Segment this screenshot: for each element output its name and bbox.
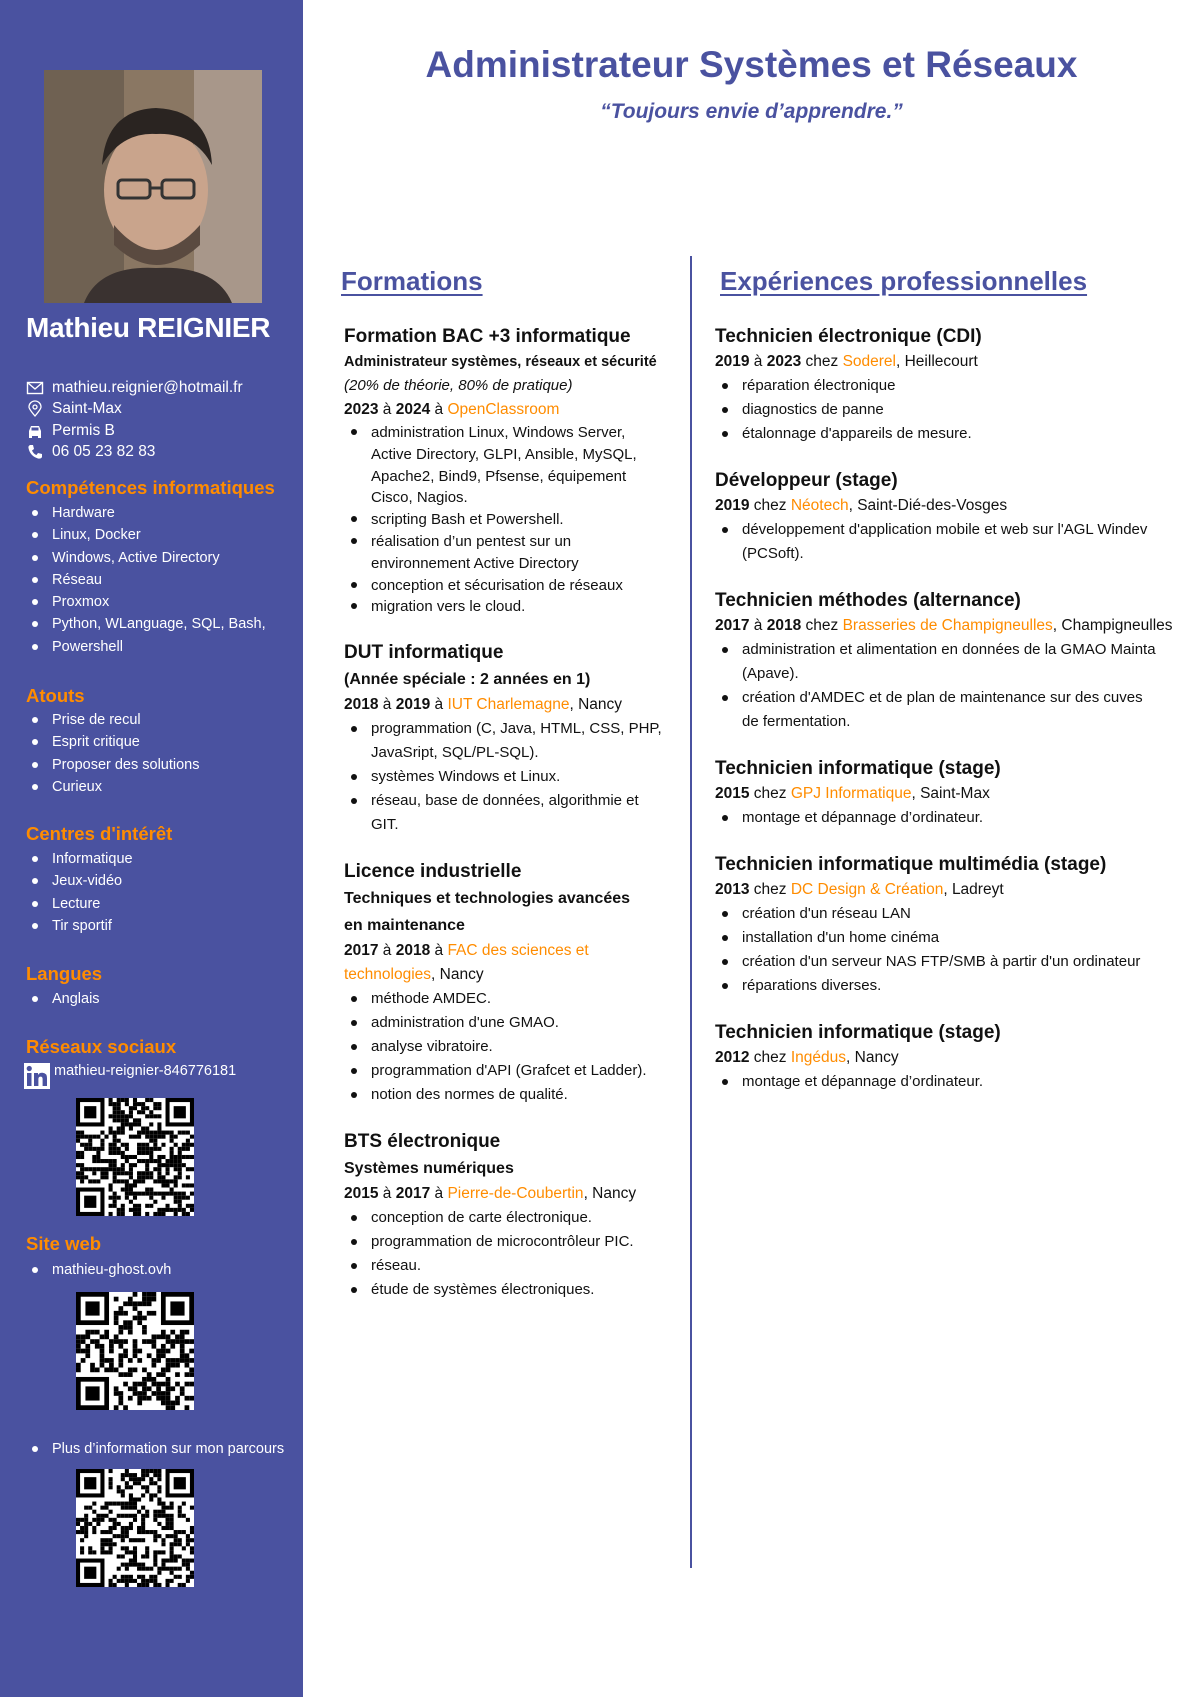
list-item: réseau, base de données, algorithmie et GIT. <box>344 789 684 837</box>
entry-subtitle: (Année spéciale : 2 années en 1) <box>344 671 591 689</box>
entry-dates: 2015 à 2017 à Pierre-de-Coubertin, Nancy <box>344 1185 637 1203</box>
experiences-column <box>715 324 1195 1116</box>
entry-bullets <box>715 374 1195 446</box>
company-link[interactable]: Néotech <box>790 497 849 514</box>
experience-entry <box>715 324 1195 446</box>
school-link[interactable]: technologies <box>344 966 432 984</box>
list-item: installation d'un home cinéma <box>715 926 1195 950</box>
list-item: scripting Bash et Powershell. <box>344 509 684 531</box>
location-text: Saint-Max <box>52 400 122 418</box>
entry-title: Licence industrielle <box>344 861 522 883</box>
column-divider <box>690 256 692 1568</box>
entry-bullets <box>344 987 684 1107</box>
email-row[interactable] <box>26 377 243 399</box>
social-heading: Réseaux sociaux <box>26 1036 177 1057</box>
list-item: programmation d'API (Grafcet et Ladder). <box>344 1059 684 1083</box>
experience-entry <box>715 852 1195 998</box>
list-item: programmation de microcontrôleur PIC. <box>344 1230 684 1254</box>
entry-title: Technicien informatique multimédia (stage) <box>715 854 1107 875</box>
formation-entry <box>344 1129 684 1302</box>
entry-bullets <box>344 717 684 837</box>
company-link[interactable]: GPJ Informatique <box>790 785 912 802</box>
person-name: Mathieu REIGNIER <box>26 312 271 343</box>
entry-title: DUT informatique <box>344 642 504 664</box>
experience-entry <box>715 1020 1195 1094</box>
list-item: réparation électronique <box>715 374 1195 398</box>
more-info-list <box>26 1438 284 1460</box>
license-text: Permis B <box>52 421 115 439</box>
entry-dates: 2023 à 2024 à OpenClassroom <box>344 401 560 418</box>
list-item: Windows, Active Directory <box>26 547 266 569</box>
entry-dates: 2015 chez GPJ Informatique, Saint-Max <box>715 785 990 802</box>
entry-bullets <box>715 1070 1195 1094</box>
formations-heading: Formations <box>341 266 483 296</box>
list-item: systèmes Windows et Linux. <box>344 765 684 789</box>
entry-bullets <box>715 518 1195 566</box>
list-item: montage et dépannage d’ordinateur. <box>715 806 1195 830</box>
experience-entry <box>715 468 1195 566</box>
list-item: migration vers le cloud. <box>344 596 684 618</box>
list-item: création d'un réseau LAN <box>715 902 1195 926</box>
company-link[interactable]: Soderel <box>842 353 896 370</box>
linkedin-link[interactable] <box>24 1063 236 1089</box>
profile-photo <box>44 70 262 303</box>
entry-title: Formation BAC +3 informatique <box>344 326 631 347</box>
formations-column <box>344 324 684 1324</box>
experiences-heading: Expériences professionnelles <box>720 266 1088 296</box>
linkedin-qr-code[interactable] <box>76 1098 194 1216</box>
formation-entry <box>344 640 684 837</box>
entry-dates: 2017 à 2018 à FAC des sciences et <box>344 942 589 960</box>
skills-list <box>26 502 266 658</box>
company-link[interactable]: DC Design & Création <box>790 881 944 898</box>
page-title: Administrateur Systèmes et Réseaux <box>425 44 1078 85</box>
entry-dates-cont: technologies, Nancy <box>344 966 484 984</box>
location-row <box>26 399 243 421</box>
website-qr-code[interactable] <box>76 1292 194 1410</box>
list-item: Proposer des solutions <box>26 754 200 776</box>
list-item: Prise de recul <box>26 709 200 731</box>
experience-entry <box>715 588 1195 734</box>
entry-note: (20% de théorie, 80% de pratique) <box>344 377 573 394</box>
strengths-heading: Atouts <box>26 685 85 706</box>
list-item: conception de carte électronique. <box>344 1206 684 1230</box>
list-item: Proxmox <box>26 591 266 613</box>
list-item: réparations diverses. <box>715 974 1195 998</box>
entry-dates: 2017 à 2018 chez Brasseries de Champigneulles, Champigneulles <box>715 617 1173 634</box>
list-item: administration Linux, Windows Server, Active Directory, GLPI, Ansible, MySQL, Apache2, Bind9, Pfsense, équipement Cisco, Nagios. <box>344 422 684 509</box>
website-heading: Site web <box>26 1233 102 1254</box>
list-item: programmation (C, Java, HTML, CSS, PHP, JavaSript, SQL/PL-SQL). <box>344 717 684 765</box>
list-item: Esprit critique <box>26 731 200 753</box>
entry-subtitle: Administrateur systèmes, réseaux et sécurité <box>344 354 657 370</box>
list-item: Tir sportif <box>26 915 133 937</box>
school-link[interactable]: Pierre-de-Coubertin <box>447 1185 584 1203</box>
list-item: Lecture <box>26 893 133 915</box>
languages-heading: Langues <box>26 963 103 984</box>
phone-row[interactable] <box>26 442 243 464</box>
list-item: étude de systèmes électroniques. <box>344 1278 684 1302</box>
list-item: Informatique <box>26 848 133 870</box>
skills-heading: Compétences informatiques <box>26 477 275 498</box>
formation-entry <box>344 324 684 618</box>
list-item: réseau. <box>344 1254 684 1278</box>
list-item: création d'un serveur NAS FTP/SMB à partir d'un ordinateur <box>715 950 1195 974</box>
list-item: Hardware <box>26 502 266 524</box>
car-icon <box>26 422 52 440</box>
website-list <box>26 1259 171 1281</box>
entry-dates: 2012 chez Ingédus, Nancy <box>715 1049 899 1066</box>
entry-dates: 2013 chez DC Design & Création, Ladreyt <box>715 881 1004 898</box>
list-item: développement d'application mobile et web sur l'AGL Windev (PCSoft). <box>715 518 1195 566</box>
entry-dates: 2019 chez Néotech, Saint-Dié-des-Vosges <box>715 497 1008 514</box>
mail-icon <box>26 379 52 397</box>
entry-title: Technicien méthodes (alternance) <box>715 590 1021 611</box>
list-item: administration et alimentation en données de la GMAO Mainta (Apave). <box>715 638 1195 686</box>
entry-bullets <box>715 806 1195 830</box>
email-text[interactable]: mathieu.reignier@hotmail.fr <box>52 378 243 396</box>
more-info-qr-code[interactable] <box>76 1469 194 1587</box>
languages-list <box>26 988 100 1010</box>
list-item: création d'AMDEC et de plan de maintenance sur des cuves de fermentation. <box>715 686 1195 734</box>
entry-subtitle: Systèmes numériques <box>344 1160 514 1178</box>
list-item: méthode AMDEC. <box>344 987 684 1011</box>
interests-list <box>26 848 133 937</box>
page-quote: “Toujours envie d’apprendre.” <box>600 100 903 123</box>
license-row <box>26 420 243 442</box>
list-item: étalonnage d'appareils de mesure. <box>715 422 1195 446</box>
entry-subtitle: en maintenance <box>344 917 465 935</box>
school-link[interactable]: OpenClassroom <box>447 401 560 418</box>
list-item: administration d'une GMAO. <box>344 1011 684 1035</box>
interests-heading: Centres d'intérêt <box>26 823 173 844</box>
website-link[interactable]: mathieu-ghost.ovh <box>26 1259 171 1281</box>
entry-title: Technicien informatique (stage) <box>715 758 1001 779</box>
list-item: notion des normes de qualité. <box>344 1083 684 1107</box>
list-item: Anglais <box>26 988 100 1010</box>
linkedin-icon <box>24 1063 50 1089</box>
entry-bullets <box>715 638 1195 734</box>
more-info-link[interactable]: Plus d’information sur mon parcours <box>26 1438 284 1460</box>
list-item: Curieux <box>26 776 200 798</box>
formation-entry <box>344 859 684 1107</box>
phone-icon <box>26 443 52 461</box>
linkedin-text[interactable]: mathieu-reignier-846776181 <box>54 1063 237 1079</box>
list-item: Réseau <box>26 569 266 591</box>
company-link[interactable]: Brasseries de Champigneulles <box>842 617 1053 634</box>
entry-subtitle: Techniques et technologies avancées <box>344 890 631 908</box>
list-item: diagnostics de panne <box>715 398 1195 422</box>
list-item: analyse vibratoire. <box>344 1035 684 1059</box>
school-link[interactable]: IUT Charlemagne <box>447 696 570 714</box>
entry-bullets <box>344 422 684 618</box>
list-item: Jeux-vidéo <box>26 870 133 892</box>
location-icon <box>26 400 52 418</box>
list-item: Linux, Docker <box>26 524 266 546</box>
school-link[interactable]: FAC des sciences et <box>447 942 589 960</box>
list-item: conception et sécurisation de réseaux <box>344 575 684 597</box>
entry-bullets <box>715 902 1195 998</box>
entry-title: BTS électronique <box>344 1131 501 1153</box>
entry-dates: 2018 à 2019 à IUT Charlemagne, Nancy <box>344 696 623 714</box>
entry-title: Développeur (stage) <box>715 470 898 491</box>
entry-title: Technicien électronique (CDI) <box>715 326 982 347</box>
contact-block <box>26 377 243 463</box>
list-item: Powershell <box>26 636 266 658</box>
company-link[interactable]: Ingédus <box>790 1049 847 1066</box>
entry-dates: 2019 à 2023 chez Soderel, Heillecourt <box>715 353 978 370</box>
experience-entry <box>715 756 1195 830</box>
list-item: réalisation d’un pentest sur un environnement Active Directory <box>344 531 684 575</box>
sidebar <box>0 0 303 1697</box>
entry-title: Technicien informatique (stage) <box>715 1022 1001 1043</box>
entry-bullets <box>344 1206 684 1302</box>
list-item: Python, WLanguage, SQL, Bash, <box>26 613 266 635</box>
phone-text[interactable]: 06 05 23 82 83 <box>52 443 156 461</box>
strengths-list <box>26 709 200 798</box>
list-item: montage et dépannage d’ordinateur. <box>715 1070 1195 1094</box>
